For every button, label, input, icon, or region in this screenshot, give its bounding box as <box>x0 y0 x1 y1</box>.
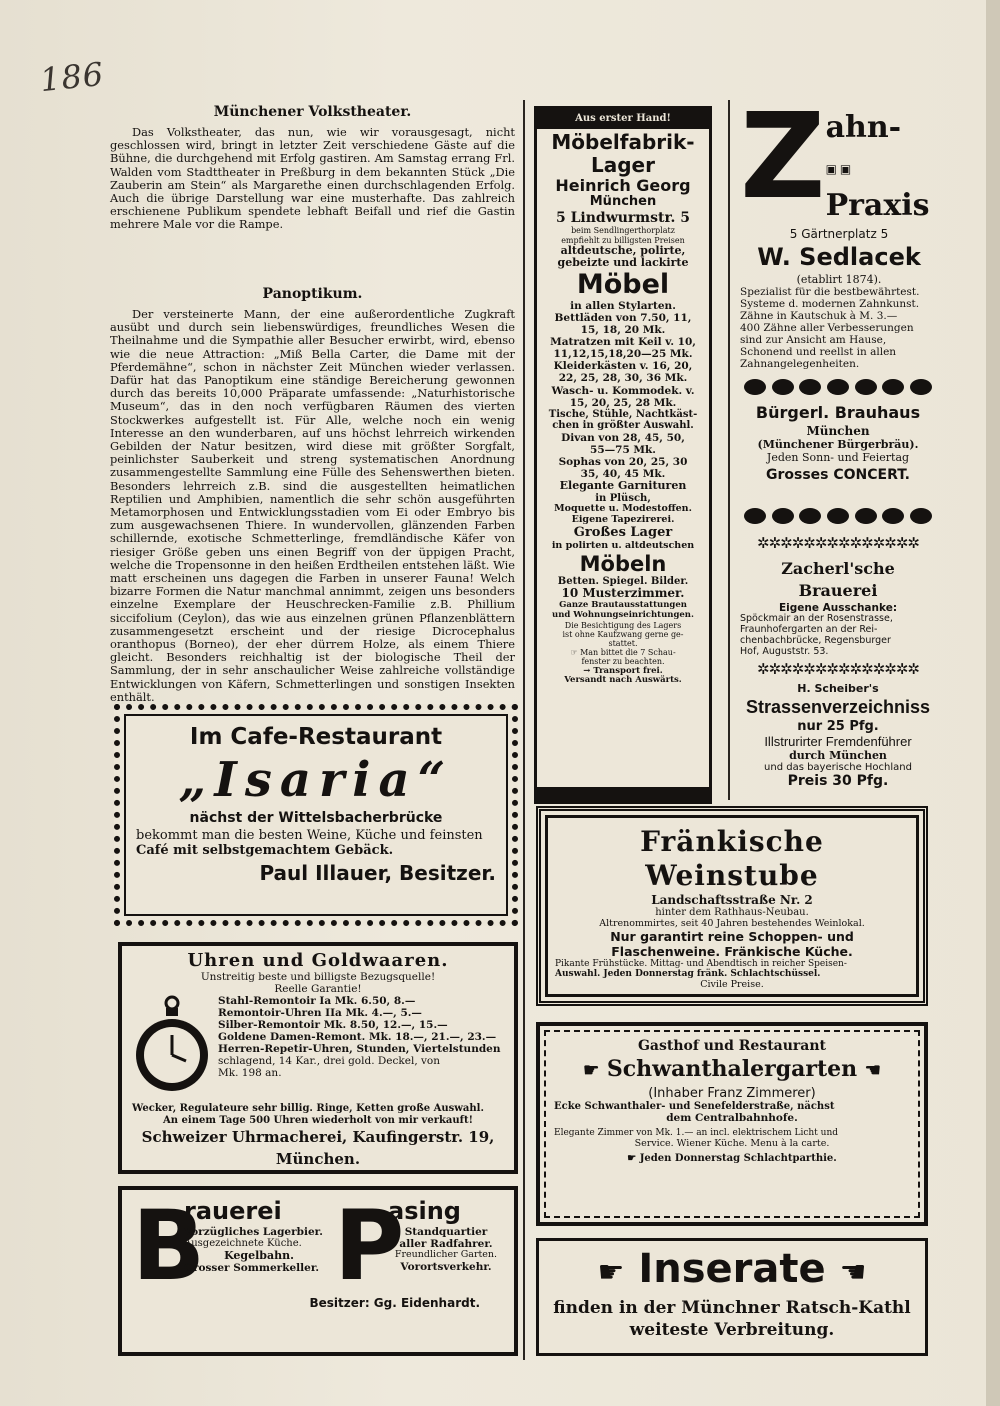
ad-text: Illstrurirter Fremdenführer <box>764 734 912 749</box>
pointing-hand-right-icon: ☛ <box>627 1153 637 1164</box>
ad-big-word: Möbel <box>576 269 670 301</box>
ad-title: Möbelfabrik- <box>551 130 695 154</box>
ad-text: Jeden Donnerstag Schlachtparthie. <box>639 1153 837 1164</box>
article-panoptikum <box>110 286 515 704</box>
ad-price: Wasch- u. Kommodek. v. <box>551 384 695 397</box>
ad-text: Gasthof und Restaurant <box>637 1038 827 1054</box>
ad-title: ahn- <box>825 110 902 145</box>
ad-price: 55—75 Mk. <box>590 443 656 456</box>
ad-owner: (Inhaber Franz Zimmerer) <box>648 1086 816 1101</box>
ad-text: beim Sendlingerthorplatz <box>571 226 675 236</box>
ad-text: in allen Stylarten. <box>570 300 676 313</box>
ad-title: Im Cafe-Restaurant <box>189 724 443 750</box>
ad-title: Strassenverzeichniss <box>745 697 931 717</box>
ad-brauerei-pasing <box>118 1186 518 1356</box>
ad-text: Vorortsverkehr. <box>400 1261 492 1274</box>
ad-name: „Isaria“ <box>178 752 454 808</box>
ad-weinstube <box>536 806 928 1006</box>
ad-text: Betten. Spiegel. Bilder. <box>557 575 689 587</box>
ad-text: Flaschenweine. Fränkische Küche. <box>611 944 853 959</box>
ad-text: ist ohne Kaufzwang gerne ge- <box>562 629 684 639</box>
ad-text: dem Centralbahnhofe. <box>666 1112 798 1124</box>
ad-text: nächst der Wittelsbacherbrücke <box>189 810 443 826</box>
ad-text: Café mit selbstgemachtem Gebäck. <box>136 843 394 858</box>
ad-title: asing <box>388 1197 461 1225</box>
ad-inserate <box>536 1238 928 1356</box>
ad-text: Standquartier <box>404 1226 488 1238</box>
ad-title: Bürgerl. Brauhaus <box>755 403 921 422</box>
ad-zacherl <box>740 558 936 658</box>
ad-address: 5 Lindwurmstr. 5 <box>555 210 691 227</box>
ad-text: Wecker, Regulateure sehr billig. Ringe, Ketten große Auswahl. <box>132 1103 484 1114</box>
ad-moebelfabrik <box>534 106 712 804</box>
ad-text: schlagend, 14 Kar., drei gold. Deckel, von <box>218 1055 441 1068</box>
pointing-hand-icon: ☞ <box>570 648 578 658</box>
pointing-hand-right-icon: ☛ <box>583 1060 600 1081</box>
ad-text: sind zur Ansicht am Hause, <box>740 334 887 347</box>
ad-text: gebeizte und lackirte <box>557 256 689 270</box>
drop-cap: B <box>132 1190 206 1302</box>
ad-price: Stahl-Remontoir Ia Mk. 6.50, 8.— <box>218 995 416 1007</box>
ad-text: empfiehlt zu billigsten Preisen <box>561 235 685 245</box>
ad-text: Eigene Ausschanke: <box>778 602 898 614</box>
ad-text: in polirten u. altdeutschen <box>551 539 695 551</box>
ad-price: Kleiderkästen v. 16, 20, <box>553 360 693 373</box>
ad-text: Ausgezeichnete Küche. <box>184 1238 302 1250</box>
ad-name: W. Sedlacek <box>757 243 921 271</box>
ad-title: Schwanthalergarten <box>606 1056 858 1082</box>
ad-price: Preis 30 Pfg. <box>787 773 889 789</box>
ad-text: altdeutsche, polirte, <box>560 243 686 257</box>
ad-text: Die Besichtigung des Lagers <box>564 620 682 630</box>
ad-text: Hof, Auguststr. 53. <box>740 645 829 657</box>
ad-price: Remontoir-Uhren IIa Mk. 4.—, 5.— <box>218 1007 422 1020</box>
ad-isaria <box>114 704 518 926</box>
ad-text: Mk. 198 an. <box>218 1067 282 1080</box>
ad-name: H. Scheiber's <box>797 682 879 695</box>
ad-text: stattet. <box>608 638 638 648</box>
ad-text: Nur garantirt reine Schoppen- und <box>610 929 854 944</box>
ad-text: Transport frei. <box>593 665 663 676</box>
ad-text: An einem Tage 500 Uhren wiederholt von mir verkauft! <box>163 1114 473 1126</box>
ad-text: finden in der Münchner Ratsch-Kathl <box>553 1298 911 1318</box>
ad-city: München <box>589 194 657 210</box>
ad-owner: Paul Illauer, Besitzer. <box>259 861 496 885</box>
ad-text: Altrenommirtes, seit 40 Jahren bestehendes Weinlokal. <box>599 918 865 929</box>
ad-text: chenbachbrücke, Regensburger <box>740 634 891 646</box>
ad-title: Fränkische Weinstube <box>640 825 824 892</box>
ad-brauhaus <box>740 402 936 486</box>
ad-text: Reelle Garantie! <box>274 983 362 995</box>
ad-price: Goldene Damen-Remont. Mk. 18.—, 21.—, 23.— <box>218 1031 497 1044</box>
ad-text: Vorzügliches Lagerbier. <box>184 1226 323 1238</box>
ad-text: Systeme d. modernen Zahnkunst. <box>740 298 920 311</box>
ad-price: 35, 40, 45 Mk. <box>580 467 666 480</box>
ad-owner: Besitzer: Gg. Eidenhardt. <box>309 1296 480 1310</box>
ad-price: Herren-Repetir-Uhren, Stunden, Viertelstunden <box>218 1043 501 1056</box>
ad-text: Elegante Zimmer von Mk. 1.— an incl. elektrischem Licht und <box>554 1128 839 1138</box>
page-number: 186 <box>38 54 106 100</box>
ad-text: Jeden Sonn- und Feiertag <box>766 451 910 464</box>
ad-bottom-bar <box>537 787 709 801</box>
ad-title: Zacherl'sche Brauerei <box>781 559 895 600</box>
ad-text: Man bittet die 7 Schau- <box>580 648 676 658</box>
ad-text: Tische, Stühle, Nachtkäst- <box>548 408 698 420</box>
ornament-icon: ▣▣ <box>825 162 855 176</box>
ad-address: 5 Gärtnerplatz 5 <box>789 227 889 241</box>
ad-text: Schonend und reellst in allen <box>740 346 897 359</box>
ad-price: nur 25 Pfg. <box>797 719 879 734</box>
column-rule-left <box>523 100 525 1360</box>
article-title: Panoptikum. <box>262 286 363 302</box>
ad-big-word: Möbeln <box>579 551 667 576</box>
ad-address: Landschaftsstraße Nr. 2 <box>651 893 813 907</box>
ad-title: Praxis <box>825 188 930 223</box>
pocket-watch-icon <box>132 995 218 1103</box>
ad-title: Lager <box>591 153 655 177</box>
ad-text: (etablirt 1874). <box>796 273 882 286</box>
column-rule-right <box>728 100 730 800</box>
pointing-hand-right-icon: ☛ <box>597 1255 625 1290</box>
ad-price: 15, 18, 20 Mk. <box>580 324 666 337</box>
ornament-border: ✲✲✲✲✲✲✲✲✲✲✲✲✲✲ <box>757 534 919 552</box>
ad-text: 10 Musterzimmer. <box>561 586 685 601</box>
ad-text: Pikante Frühstücke. Mittag- und Abendtisch in reicher Speisen- <box>555 959 847 969</box>
arrow-icon: → <box>583 665 591 676</box>
ad-text: Spöckmair an der Rosenstrasse, <box>740 613 893 624</box>
article-title: Münchener Volkstheater. <box>213 104 412 120</box>
ad-text: chen in größter Auswahl. <box>552 420 694 432</box>
ad-text: Moquette u. Modestoffen. <box>554 503 692 515</box>
ad-price: 22, 25, 28, 30, 36 Mk. <box>558 372 688 385</box>
ad-text: und das bayerische Hochland <box>764 762 912 773</box>
ad-price: Silber-Remontoir Mk. 8.50, 12.—, 15.— <box>218 1019 448 1032</box>
ad-text: Ganze Brautausstattungen <box>559 600 687 611</box>
ad-text: aller Radfahrer. <box>399 1238 493 1251</box>
ad-text: Ecke Schwanthaler- und Senefelderstraße, nächst <box>554 1101 835 1112</box>
ad-text: durch München <box>789 749 887 762</box>
ad-city: München <box>806 424 870 438</box>
ad-text: Grosser Sommerkeller. <box>184 1262 320 1275</box>
article-body: Das Volkstheater, das nun, wie wir vorausgesagt, nicht geschlossen wird, bringt in letzter Zeit verschiedene Gäste auf die Bühne, die durchgehend mit Erfolg gastiren. Am Samstag errang Frl. Walden vom Stadttheater in Preßburg in dem bekannten Stück „Die Zauberin am Stein“ als Margarethe einen durchschlagenden Erfolg. Auch die übrige Darstellung war eine musterhafte. Das zahlreich erschienene Publikum spendete lebhaft Beifall und rief die Gastin mehrere Male vor die Rampe. <box>110 125 515 232</box>
ornament-row <box>740 379 936 395</box>
ad-text: (Münchener Bürgerbräu). <box>757 438 919 451</box>
ornament-row <box>740 508 936 524</box>
ad-price: 11,12,15,18,20—25 Mk. <box>553 348 693 361</box>
ad-price: Matratzen mit Keil v. 10, <box>550 336 696 349</box>
article-volkstheater <box>110 104 515 232</box>
ad-uhren <box>118 942 518 1174</box>
ornament-border: ✲✲✲✲✲✲✲✲✲✲✲✲✲✲ <box>757 660 919 678</box>
ad-text: Spezialist für die bestbewährtest. <box>740 286 920 298</box>
ad-text: Auswahl. Jeden Donnerstag fränk. Schlachtschüssel. <box>555 969 821 979</box>
ad-text: 400 Zähne aller Verbesserungen <box>740 322 914 335</box>
ad-text: Fraunhofergarten an der Rei- <box>740 623 878 635</box>
ad-owner: Heinrich Georg <box>555 176 691 195</box>
drop-cap: P <box>334 1190 405 1302</box>
drop-cap: Z <box>740 87 826 225</box>
ad-zahnpraxis <box>740 87 938 386</box>
ad-top-banner: Aus erster Hand! <box>537 109 709 129</box>
ad-text: Freundlicher Garten. <box>394 1249 498 1261</box>
ad-scheiber <box>740 682 936 789</box>
ad-text: bekommt man die besten Weine, Küche und feinsten <box>136 828 483 843</box>
ad-schwanthalergarten <box>536 1022 928 1226</box>
pointing-hand-left-icon: ☚ <box>864 1060 881 1081</box>
ad-title: Uhren und Goldwaaren. <box>187 950 449 971</box>
ad-text: Grosses CONCERT. <box>765 467 910 483</box>
ad-text: hinter dem Rathhaus-Neubau. <box>655 907 809 918</box>
ad-text: und Wohnungseinrichtungen. <box>552 609 694 620</box>
ad-text: Elegante Garnituren <box>559 478 687 492</box>
ad-text: Versandt nach Auswärts. <box>564 675 682 686</box>
pointing-hand-left-icon: ☚ <box>839 1255 867 1290</box>
ad-price: Bettläden von 7.50, 11, <box>554 312 692 325</box>
ad-title: rauerei <box>184 1197 282 1225</box>
ad-price: 15, 20, 25, 28 Mk. <box>569 396 677 409</box>
ad-price: Divan von 28, 45, 50, <box>561 431 685 444</box>
ad-text: Eigene Tapezirerei. <box>571 513 675 525</box>
ad-text: fenster zu beachten. <box>581 657 665 667</box>
ad-title: Inserate <box>638 1246 826 1292</box>
ad-text: Unstreitig beste und billigste Bezugsquelle! <box>200 971 436 983</box>
ad-text: Zähne in Kautschuk à M. 3.— <box>740 310 898 323</box>
ad-footer: Schweizer Uhrmacherei, Kaufingerstr. 19, München. <box>141 1128 495 1168</box>
ad-text: in Plüsch, <box>595 492 651 504</box>
ad-text: Civile Preise. <box>700 979 764 990</box>
ad-text: Großes Lager <box>573 524 673 540</box>
ad-text: Zahnangelegenheiten. <box>740 358 860 371</box>
ad-text: Kegelbahn. <box>224 1248 294 1262</box>
page-edge <box>986 0 1000 1406</box>
article-body: Der versteinerte Mann, der eine außerordentliche Zugkraft ausübt und durch sein liebenswürdiges, freundliches Wesen die Theilnahme und die Sympathie aller Besucher erwirbt, wird, ebenso wie die neue Attraction: „Miß Bella Carter, die Dame mit der Pferdemähne“, schon in nächster Zeit München wieder verlassen. Dafür hat das Panoptikum eine ständige Bereicherung gewonnen durch das bereits 10,000 Präparate umfassende: „Naturhistorische Museum“, das in den noch verfügbaren Räumen des vierten Stockwerkes aufgestellt ist. Für Alle, welche noch ein wenig Interesse an den wunderbaren, auf uns höchst lehrreich wirkenden Gebilden der Natur besitzen, wird diese mit größter Sorgfalt, peinlichster Sauberkeit und streng systematischen Anordnung zusammengestellte Sammlung eine Fülle des Sehenswerthen bieten. Besonders lehrreich z.B. sind die ausgestellten heimatlichen Reptilien und Amphibien, namentlich die sehr schön ausgeführten Metamorphosen und Entwicklungsstadien vom Ei oder Embryo bis zum ausgewachsenen Thiere. In wundervollen, glänzenden Farben schillernde, exotische Schmetterlinge, fremdländische Käfer von riesiger Größe geben uns einen Begriff von der üppigen Pracht, welche die Tropensonne in den heißen Erdtheilen entstehen läßt. Wie matt erscheinen uns dagegen die Farben in unserer Fauna! Welch bizarre Formen die Natur manchmal annimmt, zeigen uns besonders einzelne Exemplare der Heuschrecken-Familie z.B. Phillium siccifolium (Ceylon), das wie aus einzelnen grünen Pflanzenblättern zusammengesetzt erscheint und der riesige Dicrocephalus oranthopus (Borneo), der eher dürrem Holze, als einem Thiere gleicht. Besonders reichhaltig ist der biologische Theil der Sammlung, der in sehr anschaulicher Weise zahlreiche vollständige Entwicklungen von Käfern, Schmetterlingen und sonstigen Insekten enthält. <box>110 307 515 704</box>
ad-price: Sophas von 20, 25, 30 <box>558 455 688 468</box>
ad-text: weiteste Verbreitung. <box>629 1320 835 1340</box>
ad-text: Service. Wiener Küche. Menu à la carte. <box>634 1138 830 1149</box>
